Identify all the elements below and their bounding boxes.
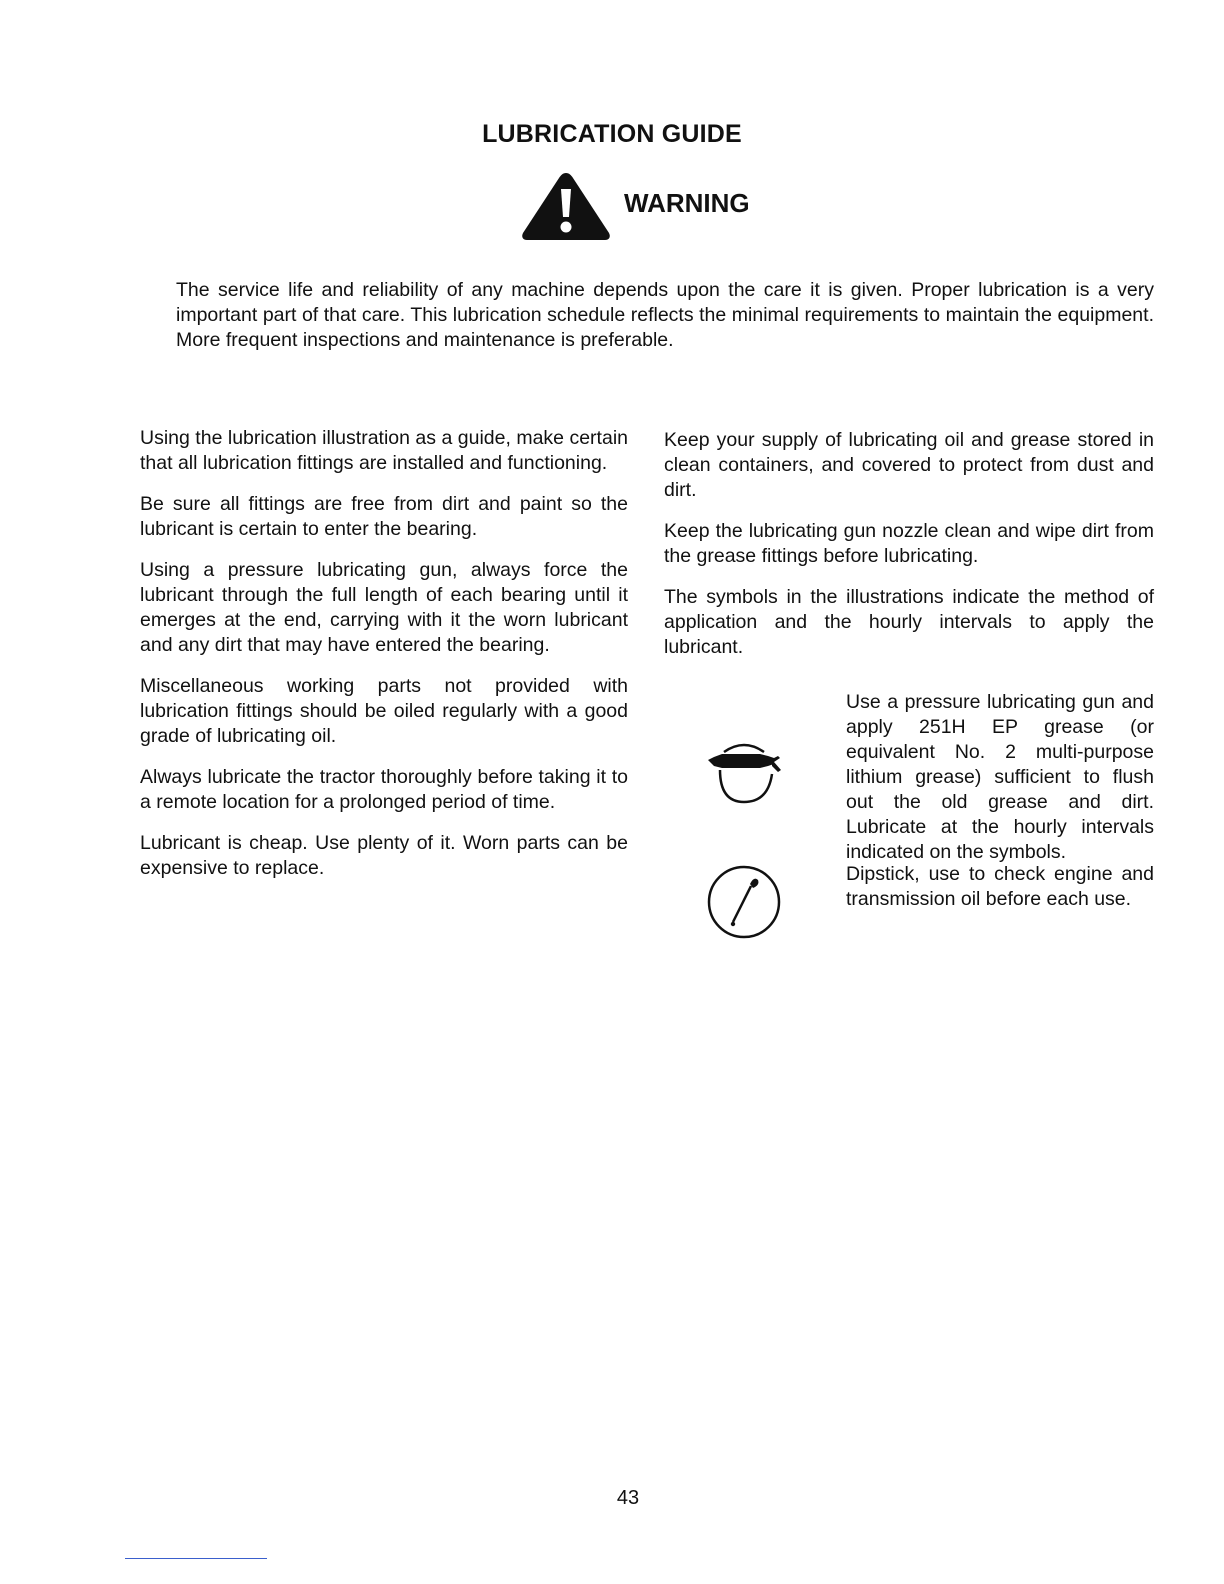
left-paragraph: Using a pressure lubricating gun, always force the lubricant through the full length of each bearing until it emerges at the end, carrying with it the worn lubricant and any dirt that may have entered the bearing. xyxy=(140,559,628,656)
left-column xyxy=(140,426,628,897)
dipstick-icon xyxy=(706,864,782,940)
footer-rule xyxy=(125,1558,267,1559)
right-paragraph: The symbols in the illustrations indicate the method of application and the hourly intervals to apply the lubricant. xyxy=(664,586,1154,658)
grease-symbol xyxy=(664,740,824,812)
left-paragraph: Using the lubrication illustration as a guide, make certain that all lubrication fittings are installed and functioning. xyxy=(140,427,628,474)
warning-label: WARNING xyxy=(624,187,750,218)
page-title: LUBRICATION GUIDE xyxy=(482,120,742,148)
grease-symbol-entry xyxy=(664,690,1154,870)
grease-symbol-text: Use a pressure lubricating gun and apply 251H EP grease (or equivalent No. 2 multi-purpose lithium grease) sufficient to flush out the old grease and dirt. Lubricate at the hourly intervals indicated on the symbols. xyxy=(846,691,1154,863)
warning-triangle-icon xyxy=(520,171,612,241)
grease-gun-icon xyxy=(702,740,786,812)
left-paragraph: Always lubricate the tractor thoroughly before taking it to a remote location for a prolonged period of time. xyxy=(140,766,628,813)
left-paragraph: Miscellaneous working parts not provided with lubrication fittings should be oiled regularly with a good grade of lubricating oil. xyxy=(140,675,628,747)
intro-paragraph: The service life and reliability of any machine depends upon the care it is given. Proper lubrication is a very important part of that care. This lubrication schedule reflects the minimal requirements to maintain the equipment. More frequent inspections and maintenance is preferable. xyxy=(176,279,1154,351)
warning-header xyxy=(520,170,750,242)
right-paragraph: Keep your supply of lubricating oil and grease stored in clean containers, and covered to protect from dust and dirt. xyxy=(664,429,1154,501)
page-number: 43 xyxy=(616,1487,640,1509)
right-column xyxy=(664,428,1154,676)
dipstick-symbol xyxy=(664,864,824,940)
dipstick-symbol-entry xyxy=(664,862,1154,942)
left-paragraph: Lubricant is cheap. Use plenty of it. Worn parts can be expensive to replace. xyxy=(140,832,628,879)
right-paragraph: Keep the lubricating gun nozzle clean and wipe dirt from the grease fittings before lubricating. xyxy=(664,520,1154,567)
left-paragraph: Be sure all fittings are free from dirt and paint so the lubricant is certain to enter the bearing. xyxy=(140,493,628,540)
dipstick-symbol-text: Dipstick, use to check engine and transmission oil before each use. xyxy=(846,863,1154,910)
